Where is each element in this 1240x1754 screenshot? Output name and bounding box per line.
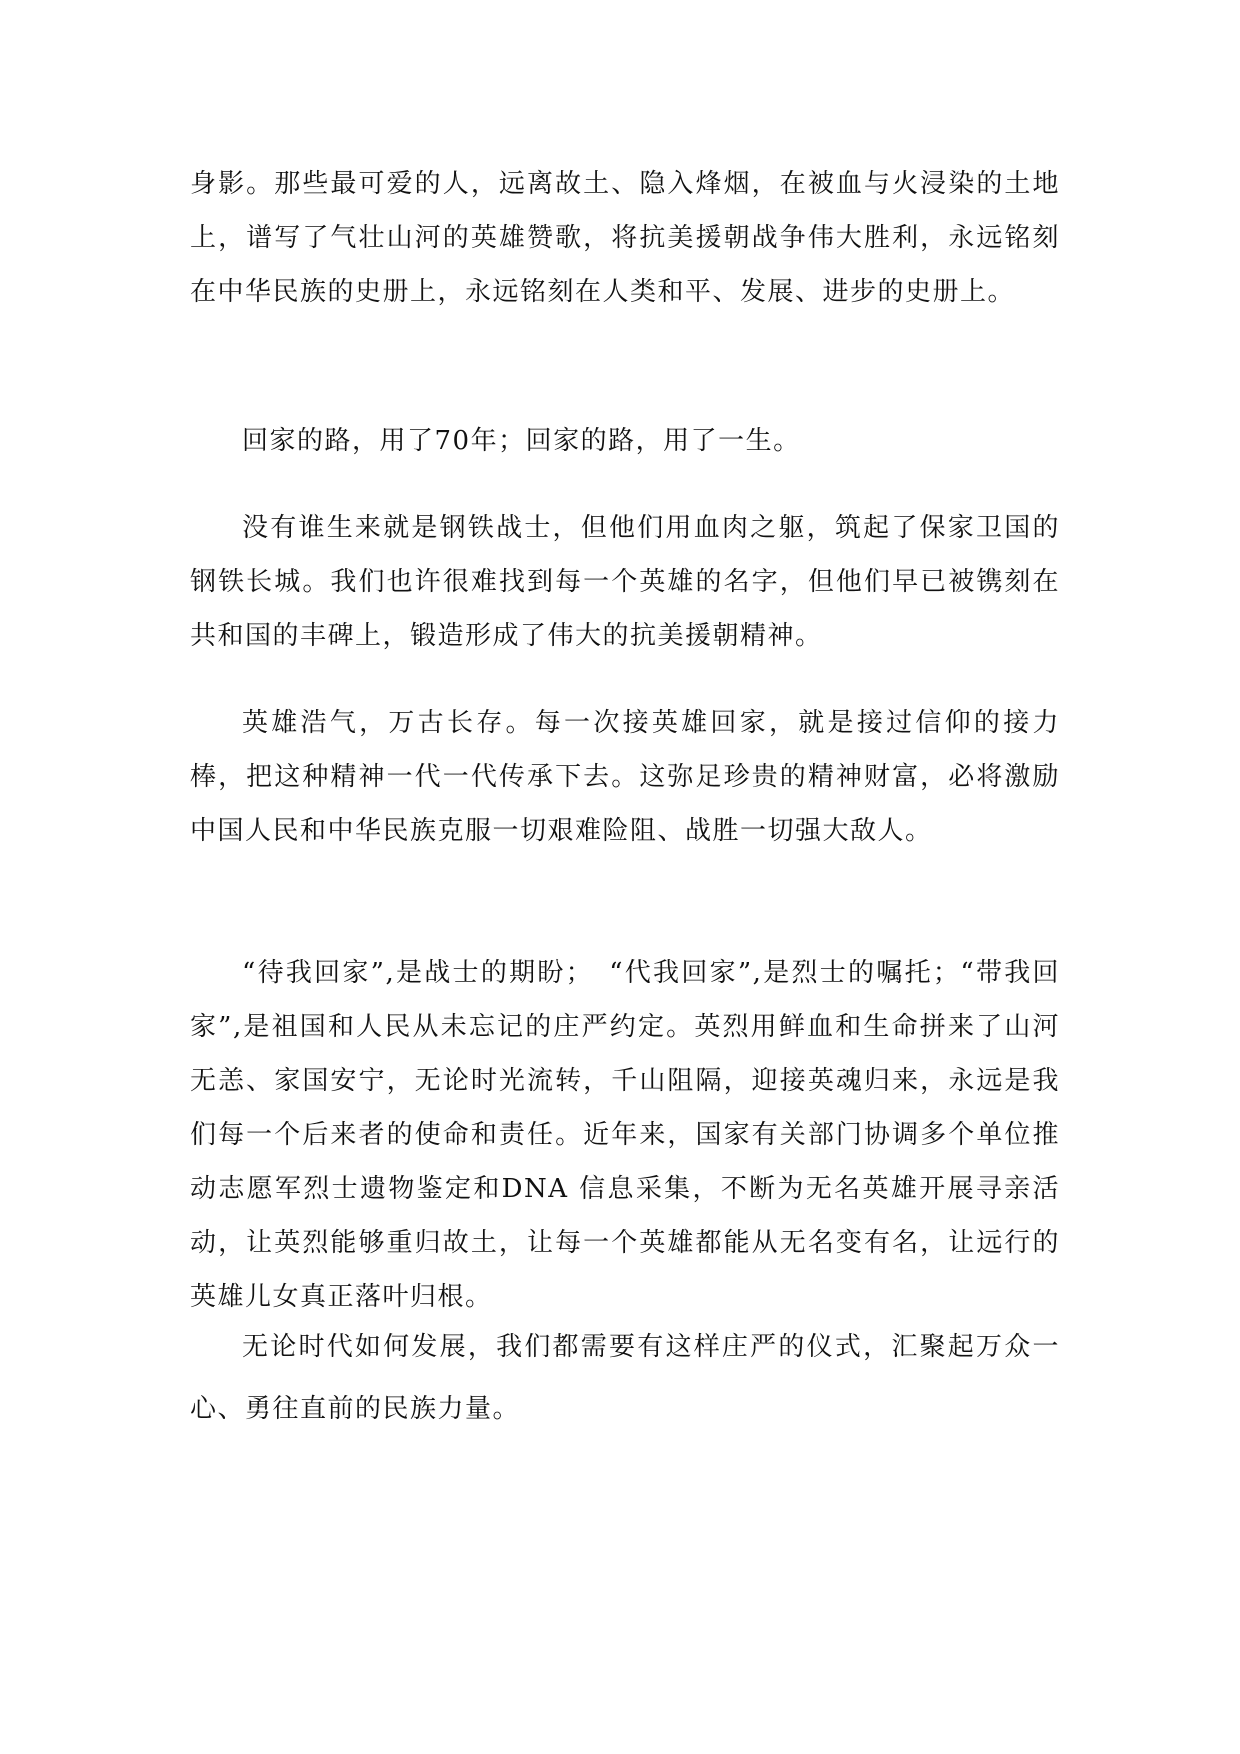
paragraph-conclusion: 无论时代如何发展，我们都需要有这样庄严的仪式，汇聚起万众一心、勇往直前的民族力量。 xyxy=(190,1332,1060,1424)
paragraph-way-home: 回家的路，用了70年；回家的路，用了一生。 xyxy=(242,426,801,456)
paragraph-heroic-spirit: 英雄浩气，万古长存。每一次接英雄回家，就是接过信仰的接力棒，把这种精神一代一代传承下去。这弥足珍贵的精神财富，必将激励中国人民和中华民族克服一切艰难险阻、战胜一切强大敌人。 xyxy=(190,708,1060,846)
paragraph-bring-me-home: “待我回家”,是战士的期盼； “代我回家”,是烈士的嘱托；“带我回家”,是祖国和人民从未忘记的庄严约定。英烈用鲜血和生命拼来了山河无恙、家国安宁，无论时光流转，千山阻隔，迎接英魂归来，永远是我们每一个后来者的使命和责任。近年来，国家有关部门协调多个单位推动志愿军烈士遗物鉴定和DNA 信息采集，不断为无名英雄开展寻亲活动，让英烈能够重归故土，让每一个英雄都能从无名变有名，让远行的英雄儿女真正落叶归根。 xyxy=(190,958,1060,1312)
paragraph-iron-soldiers: 没有谁生来就是钢铁战士，但他们用血肉之躯，筑起了保家卫国的钢铁长城。我们也许很难找到每一个英雄的名字，但他们早已被镌刻在共和国的丰碑上，锻造形成了伟大的抗美援朝精神。 xyxy=(190,513,1060,651)
paragraph-continuation: 身影。那些最可爱的人，远离故土、隐入烽烟，在被血与火浸染的土地上，谱写了气壮山河的英雄赞歌，将抗美援朝战争伟大胜利，永远铭刻在中华民族的史册上，永远铭刻在人类和平、发展、进步的史册上。 xyxy=(190,169,1060,307)
